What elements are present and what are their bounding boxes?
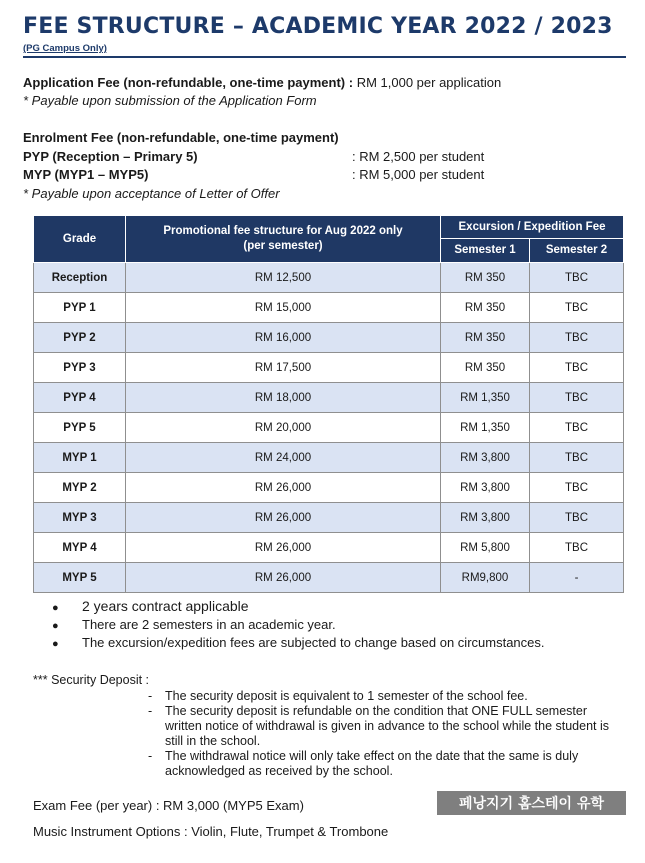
watermark-label: 페낭지기 홈스테이 유학 xyxy=(437,791,626,815)
security-deposit-heading: *** Security Deposit : xyxy=(33,673,150,687)
cell-fee: RM 26,000 xyxy=(126,503,441,533)
cell-sem1: RM 5,800 xyxy=(441,533,530,563)
table-row xyxy=(34,533,624,563)
security-deposit-text: The withdrawal notice will only take effect on the date that the same is duly acknowledged as received by the school. xyxy=(165,749,579,778)
cell-fee: RM 26,000 xyxy=(126,533,441,563)
cell-sem2: TBC xyxy=(530,323,624,353)
cell-fee: RM 20,000 xyxy=(126,413,441,443)
cell-grade: MYP 3 xyxy=(34,503,126,533)
enrolment-myp-value: : RM 5,000 per student xyxy=(352,167,485,182)
bullet-icon: ● xyxy=(52,602,59,614)
table-row xyxy=(34,563,624,593)
list-item xyxy=(148,689,618,704)
list-item xyxy=(52,598,545,617)
cell-sem2: - xyxy=(530,563,624,593)
header-promo-line2: (per semester) xyxy=(243,240,323,252)
cell-fee: RM 18,000 xyxy=(126,383,441,413)
header-promo-fee xyxy=(126,216,441,263)
cell-sem2: TBC xyxy=(530,383,624,413)
cell-fee: RM 17,500 xyxy=(126,353,441,383)
header-promo-line1: Promotional fee structure for Aug 2022 only xyxy=(163,225,403,237)
page-subtitle: (PG Campus Only) xyxy=(23,43,107,54)
application-fee-note: * Payable upon submission of the Application Form xyxy=(23,93,317,108)
security-deposit-text: The security deposit is refundable on the condition that ONE FULL semester written notice of withdrawal is given in advance to the school while the student is still in the school. xyxy=(165,704,609,748)
table-row xyxy=(34,383,624,413)
cell-grade: MYP 5 xyxy=(34,563,126,593)
fee-table xyxy=(33,215,624,593)
table-row xyxy=(34,413,624,443)
enrolment-myp-label: MYP (MYP1 – MYP5) xyxy=(23,167,149,182)
cell-fee: RM 12,500 xyxy=(126,263,441,293)
dash-marker: - xyxy=(148,704,153,718)
table-row xyxy=(34,353,624,383)
header-grade: Grade xyxy=(34,216,126,263)
application-fee-value: RM 1,000 per application xyxy=(356,75,502,90)
page-title: FEE STRUCTURE – ACADEMIC YEAR 2022 / 2023 xyxy=(23,14,613,39)
enrolment-pyp-label: PYP (Reception – Primary 5) xyxy=(23,149,198,164)
cell-fee: RM 26,000 xyxy=(126,473,441,503)
cell-sem1: RM 350 xyxy=(441,353,530,383)
cell-grade: PYP 2 xyxy=(34,323,126,353)
enrolment-fee-heading: Enrolment Fee (non-refundable, one-time payment) xyxy=(23,130,339,145)
application-fee-line xyxy=(23,75,501,90)
cell-grade: PYP 5 xyxy=(34,413,126,443)
table-row xyxy=(34,473,624,503)
dash-marker: - xyxy=(148,749,153,763)
cell-sem1: RM 1,350 xyxy=(441,383,530,413)
cell-sem2: TBC xyxy=(530,443,624,473)
security-deposit-list xyxy=(148,689,618,779)
enrolment-fee-note: * Payable upon acceptance of Letter of Offer xyxy=(23,186,280,201)
list-item xyxy=(52,635,545,654)
cell-sem1: RM 350 xyxy=(441,323,530,353)
bullet-text: There are 2 semesters in an academic year. xyxy=(82,616,336,632)
header-semester-2: Semester 2 xyxy=(530,239,624,263)
list-item xyxy=(52,617,545,636)
table-row xyxy=(34,293,624,323)
cell-sem2: TBC xyxy=(530,473,624,503)
header-semester-1: Semester 1 xyxy=(441,239,530,263)
cell-sem2: TBC xyxy=(530,353,624,383)
notes-list xyxy=(52,598,545,654)
table-row xyxy=(34,503,624,533)
cell-sem2: TBC xyxy=(530,533,624,563)
cell-grade: Reception xyxy=(34,263,126,293)
cell-sem2: TBC xyxy=(530,503,624,533)
title-divider xyxy=(23,56,626,58)
bullet-icon: ● xyxy=(52,638,59,650)
cell-sem1: RM 350 xyxy=(441,293,530,323)
cell-sem1: RM 3,800 xyxy=(441,473,530,503)
cell-fee: RM 26,000 xyxy=(126,563,441,593)
table-row xyxy=(34,263,624,293)
table-row xyxy=(34,443,624,473)
table-row xyxy=(34,323,624,353)
cell-sem1: RM 3,800 xyxy=(441,443,530,473)
cell-grade: PYP 1 xyxy=(34,293,126,323)
cell-sem2: TBC xyxy=(530,293,624,323)
cell-sem2: TBC xyxy=(530,263,624,293)
cell-sem1: RM9,800 xyxy=(441,563,530,593)
music-instrument-options: Music Instrument Options : Violin, Flute, Trumpet & Trombone xyxy=(33,824,389,839)
cell-fee: RM 16,000 xyxy=(126,323,441,353)
cell-sem1: RM 350 xyxy=(441,263,530,293)
bullet-text: 2 years contract applicable xyxy=(82,598,249,614)
exam-fee: Exam Fee (per year) : RM 3,000 (MYP5 Exam) xyxy=(33,798,304,813)
cell-fee: RM 24,000 xyxy=(126,443,441,473)
cell-grade: MYP 1 xyxy=(34,443,126,473)
cell-grade: PYP 4 xyxy=(34,383,126,413)
cell-grade: MYP 2 xyxy=(34,473,126,503)
header-excursion: Excursion / Expedition Fee xyxy=(441,216,624,239)
cell-fee: RM 15,000 xyxy=(126,293,441,323)
security-deposit-text: The security deposit is equivalent to 1 semester of the school fee. xyxy=(165,689,528,703)
cell-grade: PYP 3 xyxy=(34,353,126,383)
enrolment-pyp-value: : RM 2,500 per student xyxy=(352,149,485,164)
cell-sem1: RM 3,800 xyxy=(441,503,530,533)
list-item xyxy=(148,704,618,749)
cell-sem1: RM 1,350 xyxy=(441,413,530,443)
cell-grade: MYP 4 xyxy=(34,533,126,563)
bullet-text: The excursion/expedition fees are subjected to change based on circumstances. xyxy=(82,635,545,650)
list-item xyxy=(148,749,618,779)
dash-marker: - xyxy=(148,689,153,703)
cell-sem2: TBC xyxy=(530,413,624,443)
bullet-icon: ● xyxy=(52,619,59,632)
application-fee-label: Application Fee (non-refundable, one-time payment) : xyxy=(23,75,354,90)
